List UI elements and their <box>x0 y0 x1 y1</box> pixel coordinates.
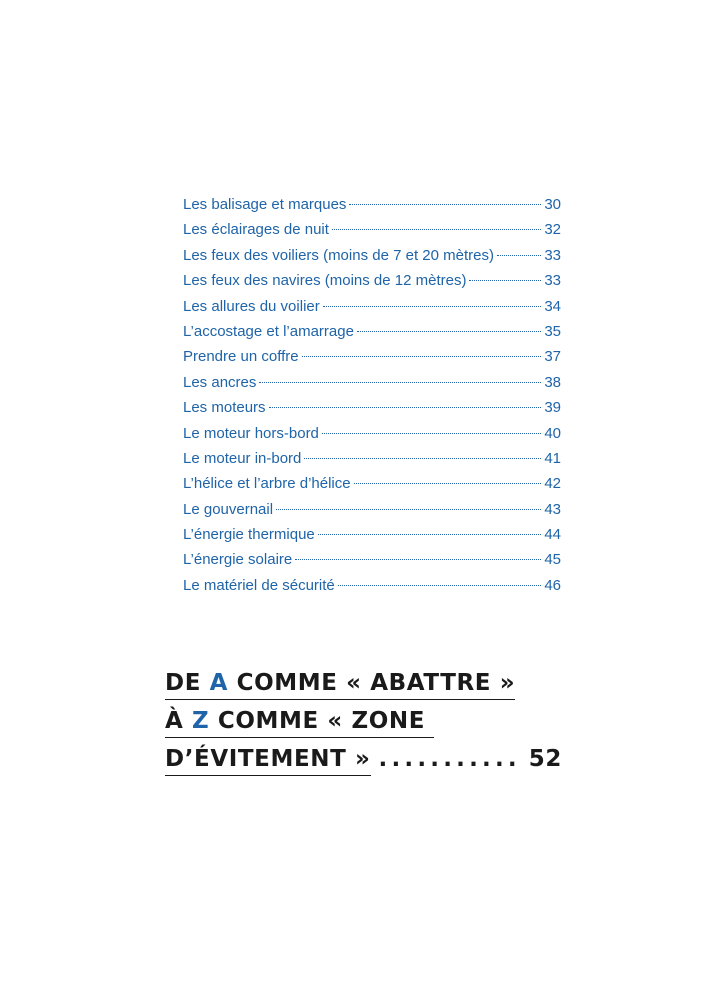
toc-entry-label: L’hélice et l’arbre d’hélice <box>183 475 351 493</box>
toc-entry-page: 34 <box>544 297 561 315</box>
toc-entry[interactable] <box>183 268 561 293</box>
dot-leader <box>357 331 541 332</box>
toc-entry-label: Les moteurs <box>183 399 266 417</box>
dot-leader <box>349 204 541 205</box>
toc-entry-label: Le matériel de sécurité <box>183 576 335 594</box>
toc-entry[interactable] <box>183 446 561 471</box>
toc-entry-page: 33 <box>544 272 561 290</box>
toc-entry[interactable] <box>183 547 561 572</box>
toc-entry-label: Le gouvernail <box>183 500 274 518</box>
toc-entry-label: Le moteur in-bord <box>183 449 302 467</box>
line1-prefix: DE <box>165 670 210 696</box>
toc-entry-page: 45 <box>544 551 561 569</box>
toc-entry-page: 37 <box>544 348 561 366</box>
letter-z: Z <box>192 708 210 734</box>
section-page-number: 52 <box>528 746 562 772</box>
line2-prefix: À <box>165 708 193 734</box>
toc-entry-page: 38 <box>544 373 561 391</box>
dot-leader <box>354 483 542 484</box>
toc-entry-page: 40 <box>544 424 561 442</box>
toc-entry-label: Prendre un coffre <box>183 348 299 366</box>
letter-a: A <box>209 670 229 696</box>
section-heading-line-1 <box>165 665 562 703</box>
toc-entry[interactable] <box>183 217 561 242</box>
toc-entry-page: 44 <box>544 526 561 544</box>
toc-entry-page: 42 <box>544 475 561 493</box>
toc-entry-label: L’énergie solaire <box>183 551 293 569</box>
section-heading-line-1-text <box>165 668 515 700</box>
dot-leader <box>295 559 541 560</box>
toc-entry-label: Les ancres <box>183 373 257 391</box>
toc-entry-label: L’accostage et l’amarrage <box>183 322 354 340</box>
toc-entry[interactable] <box>183 395 561 420</box>
toc-entry-page: 43 <box>544 500 561 518</box>
line1-suffix: COMME « ABATTRE » <box>228 670 516 696</box>
dot-leader <box>318 534 542 535</box>
toc-entry-page: 30 <box>544 196 561 213</box>
toc-entry[interactable] <box>183 192 561 217</box>
line3-text: D’ÉVITEMENT » <box>165 744 371 776</box>
toc-entry-label: Les balisage et marques <box>183 196 347 213</box>
toc-entry[interactable] <box>183 522 561 547</box>
toc-entry-page: 32 <box>544 221 561 239</box>
toc-entry-page: 41 <box>544 449 561 467</box>
toc-entry-page: 39 <box>544 399 561 417</box>
toc-entry-page: 35 <box>544 322 561 340</box>
toc-entry-label: Les éclairages de nuit <box>183 221 329 239</box>
dot-leader <box>304 458 541 459</box>
toc-entry-label: L’énergie thermique <box>183 526 315 544</box>
toc-entry-page: 46 <box>544 576 561 594</box>
toc-entry[interactable] <box>183 243 561 268</box>
dot-leader <box>269 407 542 408</box>
toc-entry[interactable] <box>183 497 561 522</box>
dot-leader <box>332 229 541 230</box>
dot-leader <box>276 509 541 510</box>
dot-leader <box>259 382 541 383</box>
toc-entry-label: Les feux des navires (moins de 12 mètres) <box>183 272 467 290</box>
toc-entry-label: Les allures du voilier <box>183 297 320 315</box>
dot-leader <box>322 433 541 434</box>
dot-leader: ........... <box>378 746 521 772</box>
dot-leader <box>497 255 541 256</box>
toc-entry[interactable] <box>183 471 561 496</box>
section-heading-line-2 <box>165 703 562 741</box>
toc-entry[interactable] <box>183 319 561 344</box>
section-heading <box>165 665 562 779</box>
toc-entry-label: Le moteur hors-bord <box>183 424 319 442</box>
dot-leader <box>323 306 542 307</box>
toc-entry[interactable] <box>183 370 561 395</box>
dot-leader <box>469 280 541 281</box>
toc-entry[interactable] <box>183 573 561 598</box>
toc-entry[interactable] <box>183 421 561 446</box>
dot-leader <box>302 356 542 357</box>
toc-entry[interactable] <box>183 344 561 369</box>
toc-entry-label: Les feux des voiliers (moins de 7 et 20 mètres) <box>183 246 494 264</box>
toc-entry[interactable] <box>183 294 561 319</box>
toc-entry-page: 33 <box>544 246 561 264</box>
section-heading-line-2-text <box>165 706 434 738</box>
dot-leader <box>338 585 542 586</box>
section-heading-line-3 <box>165 741 562 779</box>
table-of-contents <box>183 192 561 598</box>
line2-suffix: COMME « ZONE <box>209 708 426 734</box>
